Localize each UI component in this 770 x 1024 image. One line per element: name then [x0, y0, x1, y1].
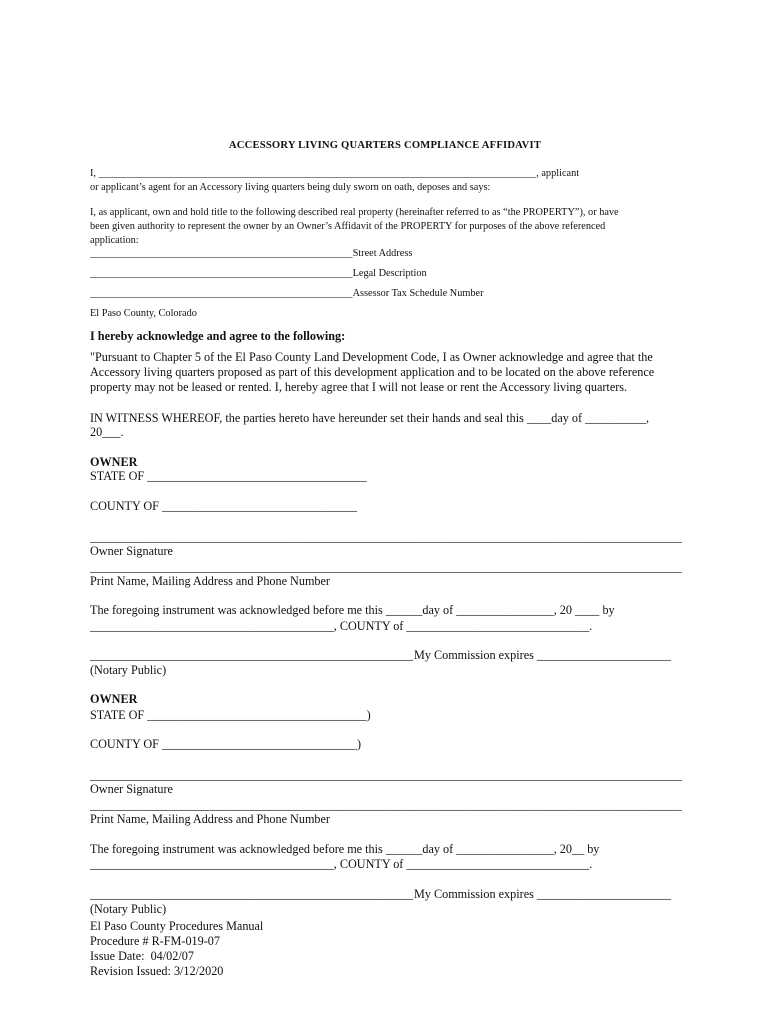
print-name-line-2[interactable]: ____________________________________________________________________________________________________: [90, 798, 682, 812]
witness-line-2: 20___.: [90, 425, 124, 439]
applicant-line: [90, 168, 579, 180]
county-location: El Paso County, Colorado: [90, 308, 197, 319]
commission-expires-1: My Commission expires ______________________: [414, 648, 671, 662]
notary-public-label-1: (Notary Public): [90, 663, 167, 677]
acknowledge-heading: I hereby acknowledge and agree to the following:: [90, 329, 346, 343]
legal-description-label: Legal Description: [352, 268, 427, 279]
street-address-field: [90, 248, 412, 260]
state-of-field-2[interactable]: STATE OF ____________________________________): [90, 708, 371, 722]
print-name-line-1[interactable]: ____________________________________________________________________________________________________: [90, 560, 682, 574]
footer-revision: Revision Issued: 3/12/2020: [90, 964, 224, 978]
street-address-blank[interactable]: ___________________________________________________: [90, 248, 353, 259]
owner-heading-1: OWNER: [90, 455, 138, 469]
legal-description-field: [90, 268, 427, 280]
owner-signature-line-1[interactable]: ___________________________________________________________________________________________________: [90, 530, 682, 544]
foregoing-line-2a: The foregoing instrument was acknowledged before me this ______day of ________________, 20__ by: [90, 842, 600, 856]
assessor-tax-blank[interactable]: ___________________________________________________: [90, 288, 353, 299]
footer-procedure: Procedure # R-FM-019-07: [90, 934, 220, 948]
agreement-line-2: Accessory living quarters proposed as part of this development application and to be located on the above reference: [90, 365, 655, 379]
foregoing-line-2b: ________________________________________, COUNTY of ______________________________.: [90, 857, 593, 871]
agreement-line-3: property may not be leased or rented. I, hereby agree that I will not lease or rent the Accessory living quarters.: [90, 380, 628, 394]
notary-signature-line-2[interactable]: _____________________________________________________: [90, 887, 413, 901]
owner-heading-2: OWNER: [90, 692, 138, 706]
assessor-tax-field: [90, 288, 484, 300]
owner-signature-label-1: Owner Signature: [90, 544, 173, 558]
witness-line-1: IN WITNESS WHEREOF, the parties hereto have hereunder set their hands and seal this ____day of __________,: [90, 411, 650, 425]
commission-expires-2: My Commission expires ______________________: [414, 887, 671, 901]
foregoing-line-1b: ________________________________________, COUNTY of ______________________________.: [90, 619, 593, 633]
ownership-line-1: I, as applicant, own and hold title to the following described real property (hereinafter referred to as “the PROPERTY”), or have: [90, 207, 619, 218]
applicant-line-2: or applicant’s agent for an Accessory living quarters being duly sworn on oath, deposes and says:: [90, 182, 491, 193]
ownership-line-3: application:: [90, 235, 139, 246]
footer-issue-date: Issue Date: 04/02/07: [90, 949, 194, 963]
document-title: ACCESSORY LIVING QUARTERS COMPLIANCE AFFIDAVIT: [228, 140, 542, 151]
county-of-field-1[interactable]: COUNTY OF ________________________________: [90, 499, 357, 513]
owner-signature-label-2: Owner Signature: [90, 782, 173, 796]
footer-manual: El Paso County Procedures Manual: [90, 919, 264, 933]
applicant-suffix: , applicant: [536, 168, 580, 179]
agreement-line-1: "Pursuant to Chapter 5 of the El Paso County Land Development Code, I as Owner acknowledge and agree that the: [90, 350, 653, 364]
ownership-line-2: been given authority to represent the owner by an Owner’s Affidavit of the PROPERTY for purposes of the above referenced: [90, 221, 606, 232]
notary-signature-line-1[interactable]: _____________________________________________________: [90, 648, 413, 662]
county-of-field-2[interactable]: COUNTY OF ________________________________): [90, 737, 362, 751]
applicant-prefix: I,: [90, 168, 99, 179]
street-address-label: Street Address: [352, 248, 413, 259]
assessor-tax-label: Assessor Tax Schedule Number: [352, 288, 484, 299]
print-name-label-2: Print Name, Mailing Address and Phone Number: [90, 812, 330, 826]
owner-signature-line-2[interactable]: ___________________________________________________________________________________________________: [90, 768, 682, 782]
print-name-label-1: Print Name, Mailing Address and Phone Number: [90, 574, 330, 588]
notary-public-label-2: (Notary Public): [90, 902, 167, 916]
foregoing-line-1a: The foregoing instrument was acknowledged before me this ______day of ________________, 20 ____ by: [90, 603, 615, 617]
state-of-field-1[interactable]: STATE OF ____________________________________: [90, 469, 367, 483]
legal-description-blank[interactable]: ___________________________________________________: [90, 268, 353, 279]
applicant-name-blank[interactable]: _____________________________________________________________________________________: [98, 168, 537, 179]
